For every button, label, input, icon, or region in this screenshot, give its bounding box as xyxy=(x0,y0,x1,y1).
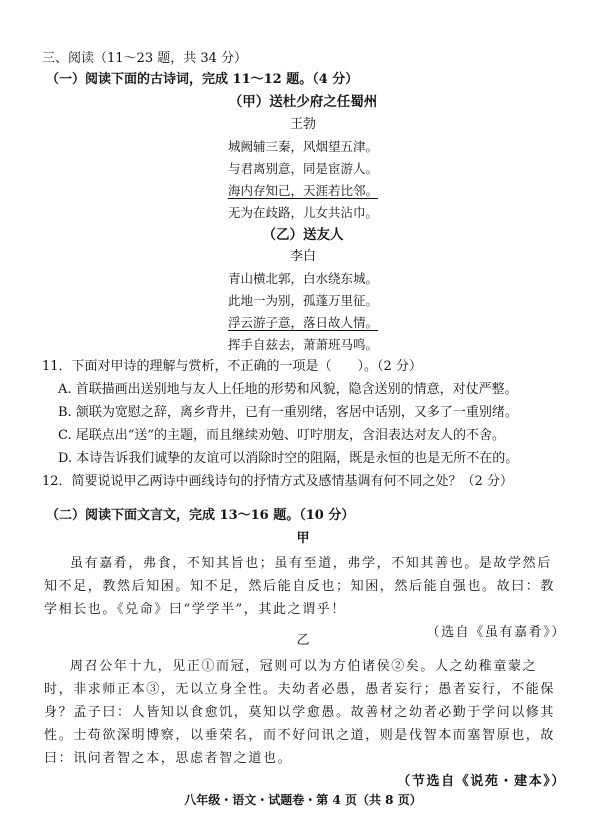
poem-b-line-underlined: 浮云游子意，落日故人情。 xyxy=(227,315,378,330)
question-12: 12．简要说说甲乙两诗中画线诗句的抒情方式及感情基调有何不同之处？（2 分） xyxy=(42,474,513,489)
text-a-block xyxy=(44,552,566,644)
q11-option-d: D. 本诗告诉我们诚挚的友谊可以消除时空的阻隔，既是永恒的也是无所不在的。 xyxy=(58,451,519,466)
text-b-paragraph: 周召公年十九，见正①而冠，冠则可以为方伯诸侯②矣。人之幼稚童蒙之时，非求师正本③，无以立身全性。夫幼者必愚，愚者妄行；愚者妄行，不能保身？孟子曰：人皆知以食愈饥，莫知以学愈愚。故善材之幼者必勤于学问以修其性。士苟欲深明博察，以垂荣名，而不好问讯之道，则是伐智本而塞智原也，故曰：讯问者智之本，思虑者智之道也。 xyxy=(44,659,556,766)
section-heading: 三、阅读（11～23 题，共 34 分） xyxy=(42,51,248,66)
poem-a-title: （甲）送杜少府之任蜀州 xyxy=(228,94,378,110)
poem-b-line: 此地一为别，孤蓬万里征。 xyxy=(227,293,378,308)
poem-a-line: 无为在歧路，儿女共沾巾。 xyxy=(227,205,378,220)
q11-option-c: C. 尾联点出“送”的主题，而且继续劝勉、叮咛朋友，含泪表达对友人的不舍。 xyxy=(58,428,506,443)
poem-a-line: 与君离别意，同是宦游人。 xyxy=(227,161,378,176)
poem-a-line: 城阙辅三秦，风烟望五津。 xyxy=(227,139,378,154)
page-footer: 八年级・语文・试题卷・第 4 页（共 8 页） xyxy=(184,793,422,807)
text-b-block xyxy=(44,655,566,793)
poem-b-line: 挥手自兹去，萧萧班马鸣。 xyxy=(227,337,378,352)
poem-b-line: 青山横北郭，白水绕东城。 xyxy=(227,271,378,286)
q11-option-b: B. 颔联为宽慰之辞，离乡背井，已有一重别绪，客居中话别，又多了一重别绪。 xyxy=(58,405,518,420)
text-b-source: （节选自《说苑・建本》） xyxy=(397,774,566,789)
poem-b-author: 李白 xyxy=(289,249,316,264)
q11-option-a: A. 首联描画出送别地与友人上任地的形势和风貌，隐含送别的情意，对仗严整。 xyxy=(58,382,518,397)
text-a-source: （选自《虽有嘉肴》） xyxy=(426,625,566,640)
part1-heading: （一）阅读下面的古诗词，完成 11～12 题。（4 分） xyxy=(46,72,359,87)
question-11-stem: 11．下面对甲诗的理解与赏析，不正确的一项是（ ）。（2 分） xyxy=(42,359,422,374)
poem-a-line-underlined: 海内存知己，天涯若比邻。 xyxy=(227,183,378,198)
text-b-label: 乙 xyxy=(296,633,310,648)
poem-a-author: 王勃 xyxy=(289,117,316,132)
text-a-paragraph: 虽有嘉肴，弗食，不知其旨也；虽有至道，弗学，不知其善也。是故学然后知不足，教然后知困。知不足，然后能自反也；知困，然后能自强也。故曰：教学相长也。《兑命》曰“学学半”，其此之谓乎！ xyxy=(44,556,556,617)
text-a-label: 甲 xyxy=(296,531,310,546)
poem-b-title: （乙）送友人 xyxy=(262,227,344,243)
part2-heading: （二）阅读下面文言文，完成 13～16 题。（10 分） xyxy=(46,508,355,523)
